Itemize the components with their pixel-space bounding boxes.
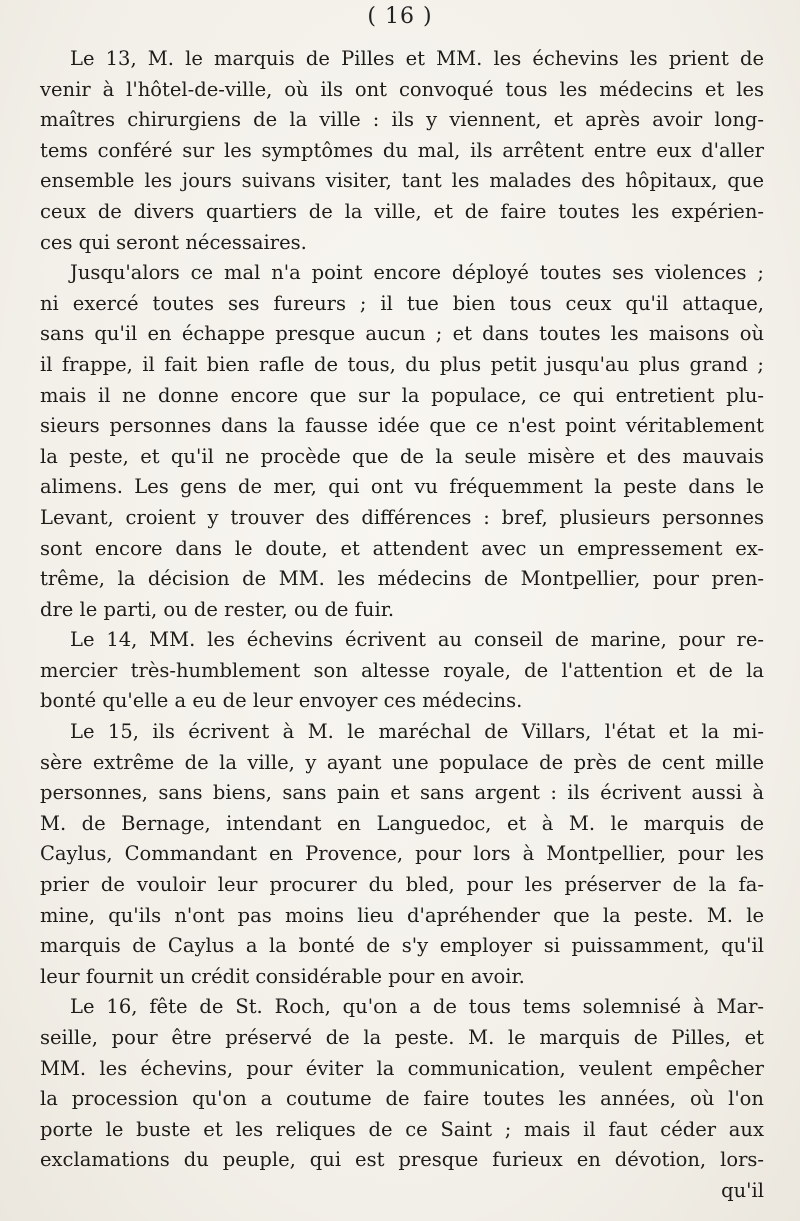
text-line: trême, la décision de MM. les médecins de Montpellier, pour pren-: [40, 567, 764, 591]
text-line: Jusqu'alors ce mal n'a point encore déployé toutes ses violences ;: [70, 261, 764, 285]
catchword: qu'il: [721, 1178, 764, 1202]
text-line: mercier très-humblement son altesse royale, de l'attention et de la: [40, 658, 764, 682]
text-line: MM. les échevins, pour éviter la communication, veulent empêcher: [40, 1056, 764, 1080]
text-line: sont encore dans le doute, et attendent avec un empressement ex-: [40, 536, 764, 560]
text-line: tems conféré sur les symptômes du mal, ils arrêtent entre eux d'aller: [40, 138, 764, 162]
text-line: exclamations du peuple, qui est presque furieux en dévotion, lors-: [40, 1148, 764, 1172]
text-line: Le 16, fête de St. Roch, qu'on a de tous tems solemnisé à Mar-: [70, 995, 764, 1019]
text-line: mine, qu'ils n'ont pas moins lieu d'apréhender que la peste. M. le: [40, 903, 764, 927]
text-line: sère extrême de la ville, y ayant une populace de près de cent mille: [40, 750, 764, 774]
text-line: Le 13, M. le marquis de Pilles et MM. les échevins les prient de: [70, 47, 764, 70]
text-line: la procession qu'on a coutume de faire toutes les années, où l'on: [40, 1087, 764, 1111]
body-text: [40, 44, 764, 1207]
text-line: leur fournit un crédit considérable pour en avoir.: [40, 964, 525, 988]
text-line: ceux de divers quartiers de la ville, et de faire toutes les expérien-: [40, 199, 764, 223]
text-line: Levant, croient y trouver des différences : bref, plusieurs personnes: [40, 505, 764, 529]
text-line: Caylus, Commandant en Provence, pour lors à Montpellier, pour les: [40, 842, 764, 866]
text-line: marquis de Caylus a la bonté de s'y employer si puissamment, qu'il: [40, 934, 764, 958]
text-line: maîtres chirurgiens de la ville : ils y viennent, et après avoir long-: [40, 108, 764, 132]
text-line: venir à l'hôtel-de-ville, où ils ont convoqué tous les médecins et les: [40, 77, 764, 101]
text-line: porte le buste et les reliques de ce Saint ; mais il faut céder aux: [40, 1117, 764, 1141]
text-line: sieurs personnes dans la fausse idée que ce n'est point véritablement: [40, 414, 764, 438]
text-line: bonté qu'elle a eu de leur envoyer ces médecins.: [40, 689, 523, 713]
text-line: prier de vouloir leur procurer du bled, pour les préserver de la fa-: [40, 873, 764, 897]
text-line: personnes, sans biens, sans pain et sans argent : ils écrivent aussi à: [40, 781, 764, 805]
text-line: ni exercé toutes ses fureurs ; il tue bien tous ceux qu'il attaque,: [40, 291, 764, 315]
text-line: Le 15, ils écrivent à M. le maréchal de Villars, l'état et la mi-: [70, 720, 764, 744]
text-line: il frappe, il fait bien rafle de tous, du plus petit jusqu'au plus grand ;: [40, 352, 764, 376]
text-line: dre le parti, ou de rester, ou de fuir.: [40, 597, 395, 621]
text-line: ensemble les jours suivans visiter, tant les malades des hôpitaux, que: [40, 169, 764, 193]
text-line: ces qui seront nécessaires.: [40, 230, 307, 254]
text-line: sans qu'il en échappe presque aucun ; et dans toutes les maisons où: [40, 322, 764, 346]
text-line: Le 14, MM. les échevins écrivent au conseil de marine, pour re-: [70, 628, 764, 652]
text-line: alimens. Les gens de mer, qui ont vu fréquemment la peste dans le: [40, 475, 764, 499]
text-line: la peste, et qu'il ne procède que de la seule misère et des mauvais: [40, 444, 764, 468]
page-number: ( 16 ): [367, 4, 433, 29]
text-line: mais il ne donne encore que sur la populace, ce qui entretient plu-: [40, 383, 764, 407]
text-line: seille, pour être préservé de la peste. M. le marquis de Pilles, et: [40, 1026, 764, 1049]
text-line: M. de Bernage, intendant en Languedoc, et à M. le marquis de: [40, 811, 764, 835]
